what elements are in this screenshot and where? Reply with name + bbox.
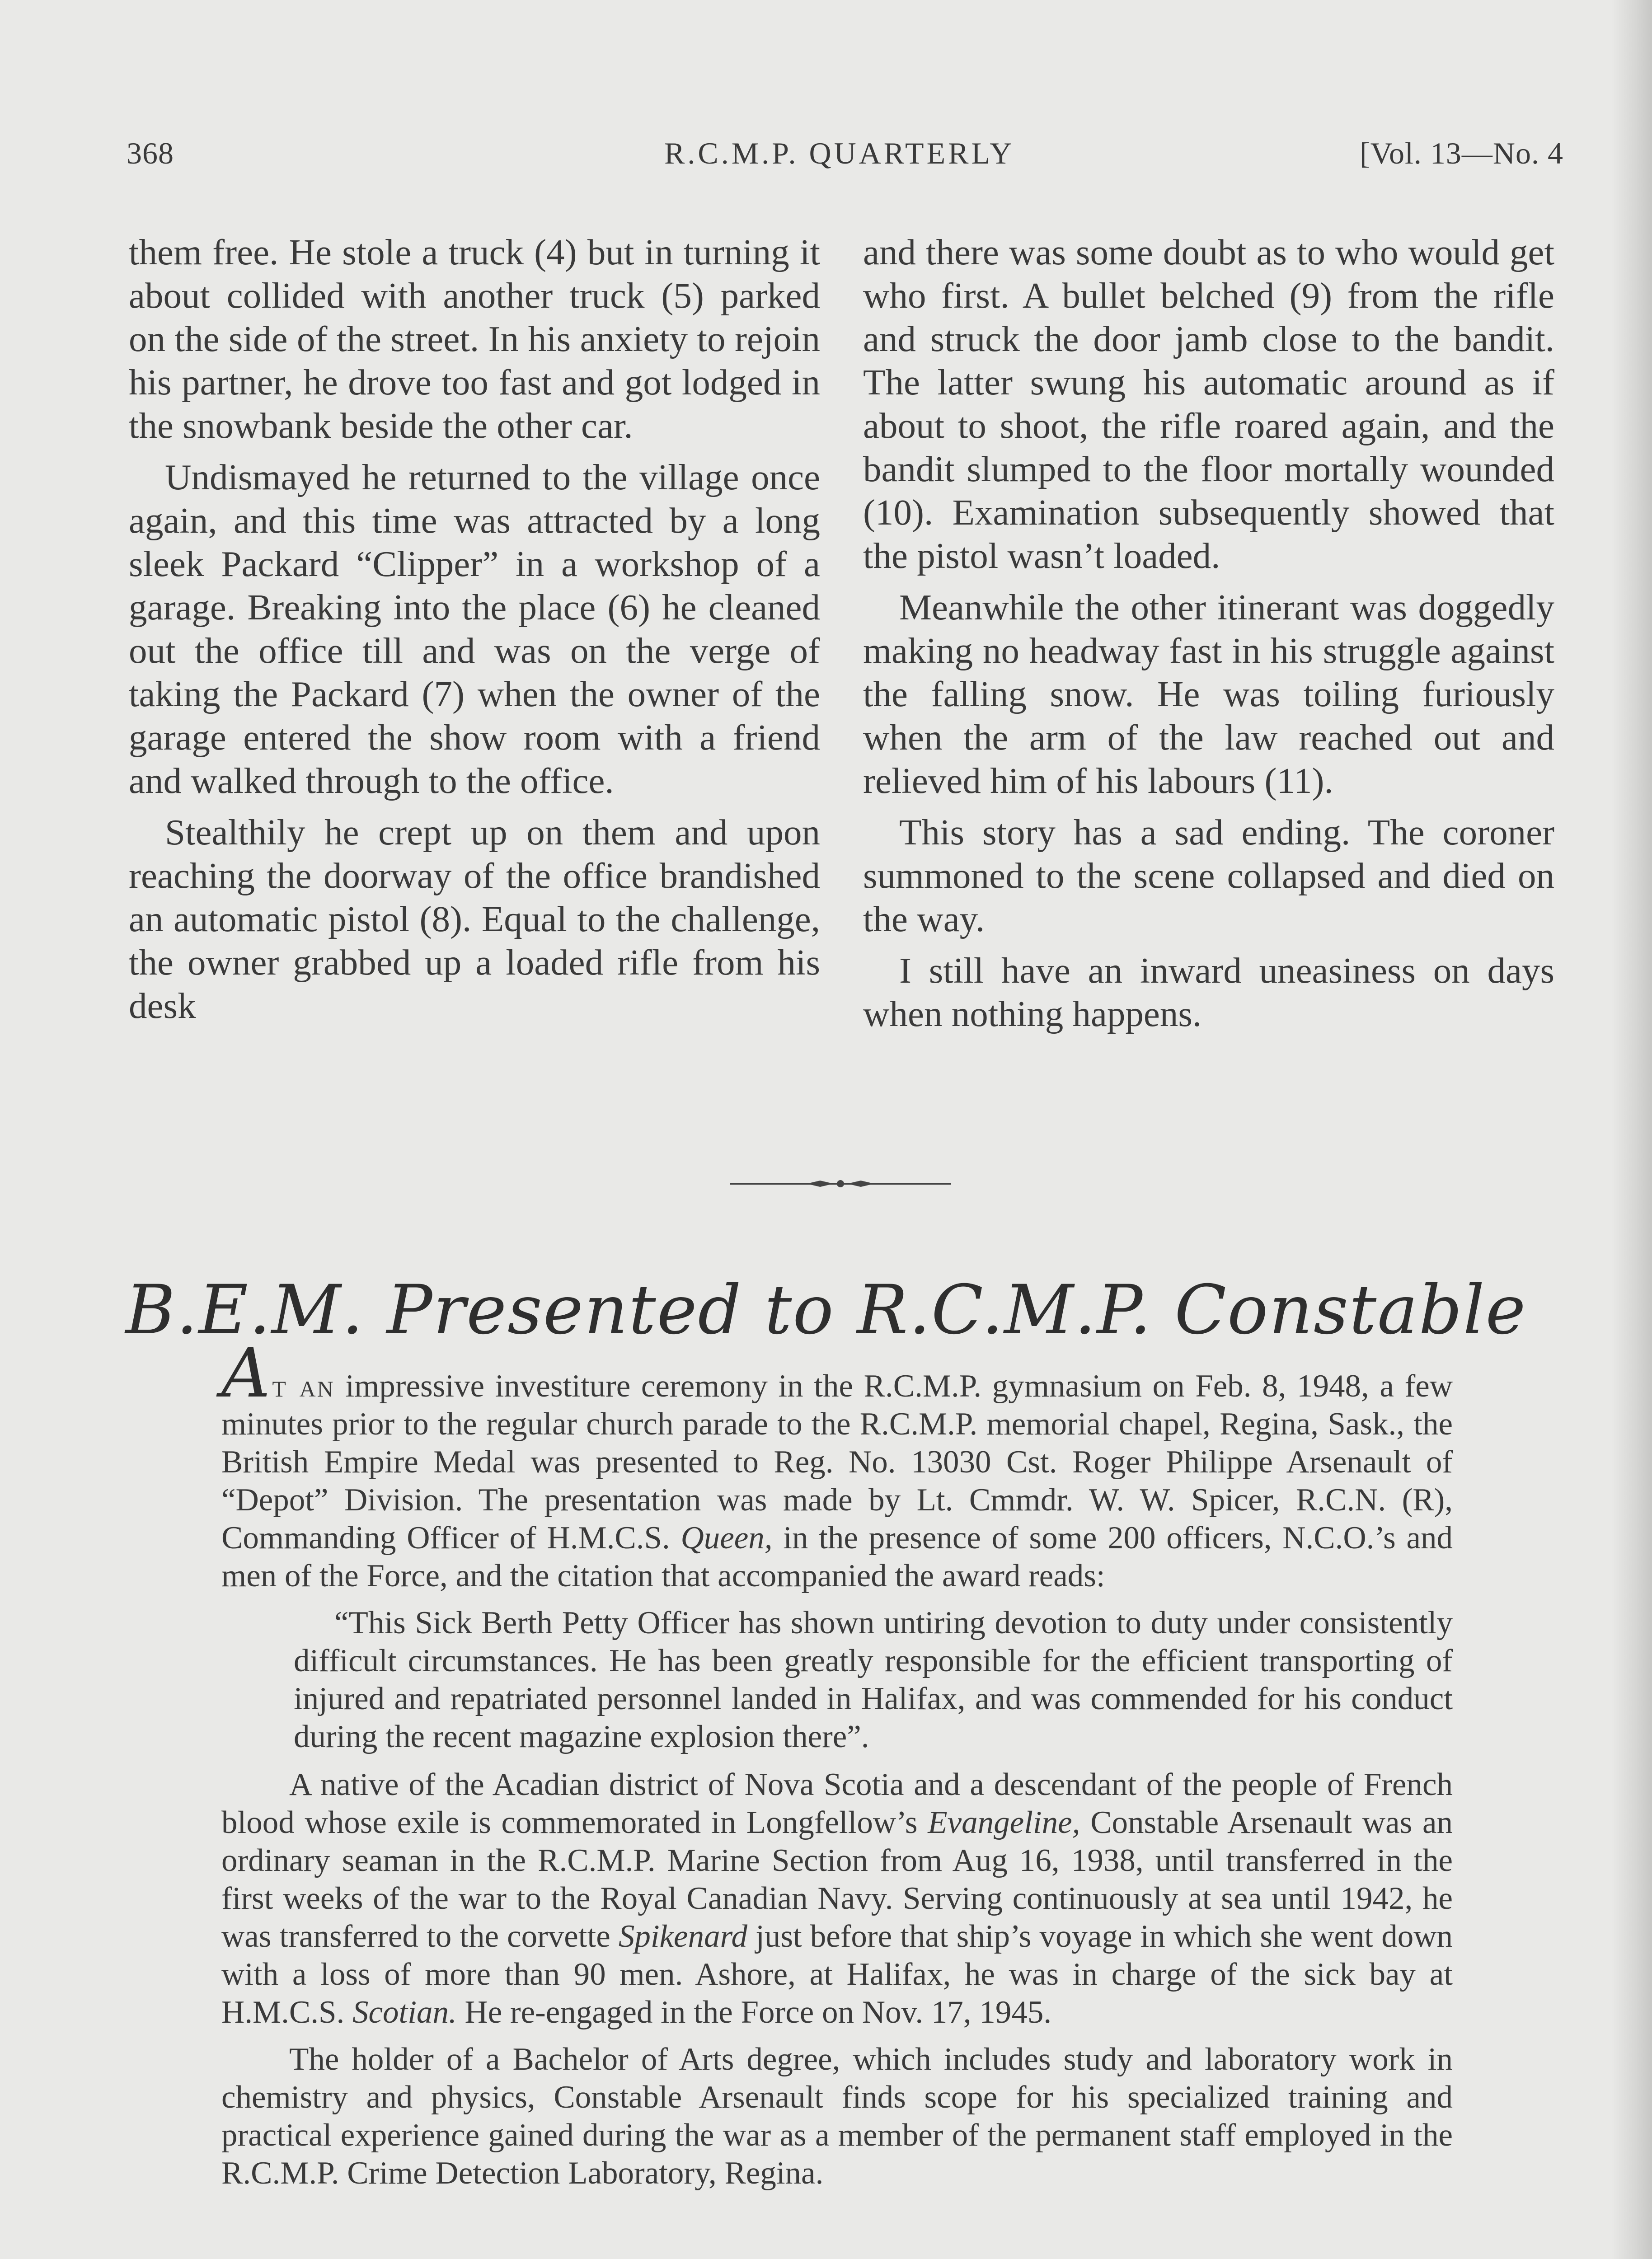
education-paragraph: The holder of a Bachelor of Arts degree, which includes study and laboratory work in chemistry and physics, Constable Arsenault finds scope for his specialized training and practical experience gained during the war as a member of the permanent staff employed in the R.C.M.P. Crime Detection Laboratory, Regina. [221, 2042, 1453, 2191]
lead-paragraph [221, 1334, 1453, 1595]
paragraph: Stealthily he crept up on them and upon reaching the doorway of the office brandished an automatic pistol (8). Equal to the challenge, the owner grabbed up a loaded rifle from his desk [129, 812, 820, 1026]
volume-issue: [Vol. 13—No. 4 [1360, 136, 1563, 170]
left-column [129, 230, 820, 1036]
base-name: Scotian. [352, 1995, 457, 2030]
lead-text-end: in the presence of some 200 officers, N.C.O.’s and men of the Force, and the citation that accompanied the award reads: [221, 1520, 1453, 1593]
paragraph: This story has a sad ending. The coroner summoned to the scene collapsed and died on the way. [863, 812, 1554, 939]
poem-title: Evangeline, [928, 1805, 1080, 1840]
bio-text: Constable Arsenault was an ordinary seaman in the R.C.M.P. Marine Section from Aug 16, 1938, until transferred in the first weeks of the war to the Royal Canadian Navy. Serving continuously at sea until 1942, he was transferred to the corvette [221, 1805, 1453, 1954]
paragraph: Undismayed he returned to the village once again, and this time was attracted by a long sleek Packard “Clipper” in a workshop of a garage. Breaking into the place (6) he cleaned out the office till and was on the verge of taking the Packard (7) when the owner of the garage entered the show room with a friend and walked through to the office. [129, 457, 820, 801]
ship-name: Queen, [681, 1520, 773, 1556]
article-title: B.E.M. Presented to R.C.M.P. Constable [125, 1271, 1527, 1350]
lead-smallcaps: t an [272, 1369, 335, 1404]
paragraph: I still have an inward uneasiness on days when nothing happens. [863, 950, 1554, 1034]
running-header [127, 136, 1563, 190]
corvette-name: Spikenard [618, 1919, 748, 1954]
bio-text: just before that ship’s voyage in which she went down with a loss of more than 90 men. Ashore, at Halifax, he was in charge of the sick bay at H.M.C.S. [221, 1919, 1453, 2030]
section-divider-ornament [730, 1175, 951, 1193]
lead-text: impressive investiture ceremony in the R.C.M.P. gymnasium on Feb. 8, 1948, a few minutes prior to the regular church parade to the R.C.M.P. memorial chapel, Regina, Sask., the British Empire Medal was presented to Reg. No. 13030 Cst. Roger Philippe Arsenault of “Depot” Division. The presentation was made by Lt. Cmmdr. W. W. Spicer, R.C.N. (R), Commanding Officer of H.M.C.S. [221, 1369, 1453, 1556]
right-column [863, 230, 1554, 1044]
paragraph: and there was some doubt as to who would get who first. A bullet belched (9) from the rifle and struck the door jamb close to the bandit. The latter swung his automatic around as if about to shoot, the rifle roared again, and the bandit slumped to the floor mortally wounded (10). Examination subsequently showed that the pistol wasn’t loaded. [863, 232, 1554, 576]
biography-paragraph [221, 1766, 1453, 2031]
bio-text: He re-engaged in the Force on Nov. 17, 1945. [456, 1995, 1052, 2030]
article-body [221, 1334, 1453, 2201]
drop-cap: A [221, 1334, 271, 1413]
paragraph: them free. He stole a truck (4) but in turning it about collided with another truck (5) parked on the side of the street. In his anxiety to rejoin his partner, he drove too fast and got lodged in the snowbank beside the other car. [129, 232, 820, 446]
citation-quote: “This Sick Berth Petty Officer has shown untiring devotion to duty under consistently difficult circumstances. He has been greatly responsible for the efficient transporting of injured and repatriated personnel landed in Halifax, and was commended for his conduct during the recent magazine explosion there”. [294, 1605, 1453, 1754]
bio-text: A native of the Acadian district of Nova Scotia and a descendant of the people of French blood whose exile is commemorated in Longfellow’s [221, 1767, 1453, 1840]
page-number: 368 [127, 136, 174, 170]
paragraph: Meanwhile the other itinerant was doggedly making no headway fast in his struggle against the falling snow. He was toiling furiously when the arm of the law reached out and relieved him of his labours (11). [863, 587, 1554, 801]
page-edge-shadow [1611, 0, 1652, 2259]
running-title: R.C.M.P. QUARTERLY [664, 136, 1015, 170]
